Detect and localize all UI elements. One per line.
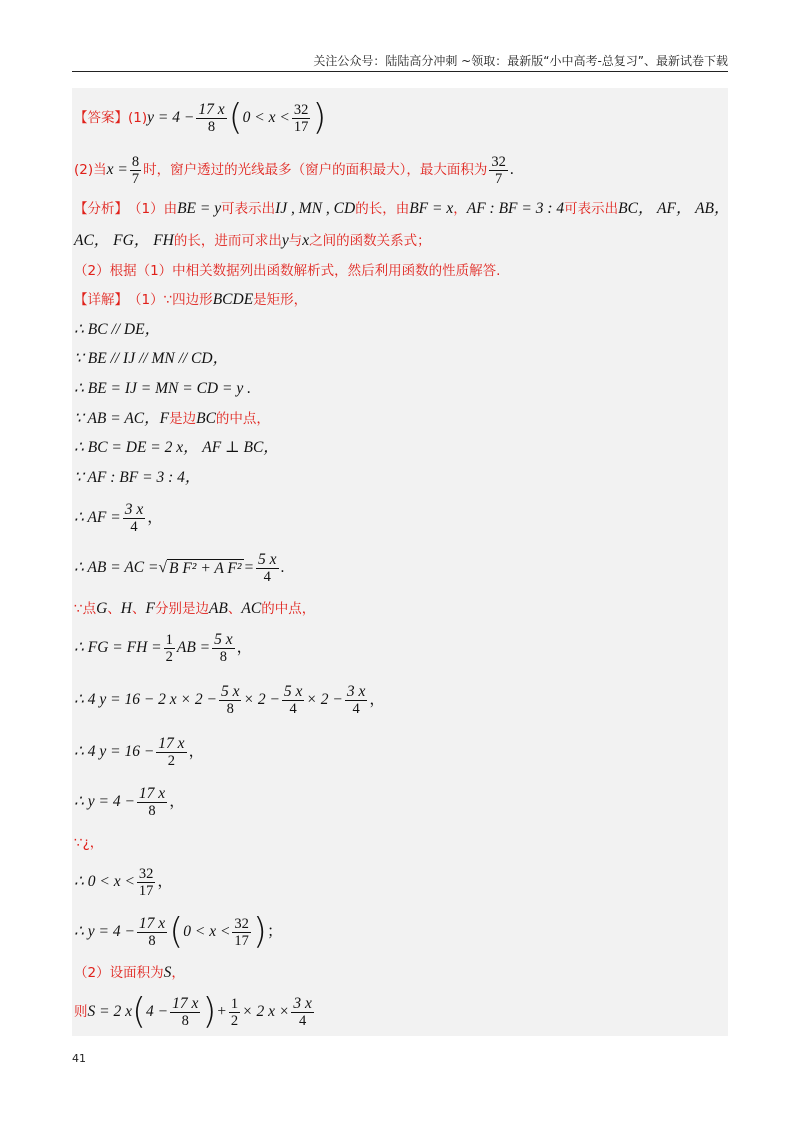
detail-line-3: ∵ BE // IJ // MN // CD， (74, 350, 229, 367)
detail-line-4: ∴ BE = IJ = MN = CD = y . (74, 380, 251, 397)
page-header: 关注公众号：陆陆高分冲刺 ~领取：最新版“小中高考-总复习”、最新试卷下载 (313, 54, 728, 68)
fraction: $\frac{17 x}{8}$ (138, 914, 166, 949)
answer-p2-prefix: (2)当 (74, 162, 107, 178)
answer-p2-text: 时，窗户透过的光线最多（窗户的面积最大），最大面积为 (143, 162, 488, 178)
detail-line-1: 【详解】 （1）∵四边形 BCDE 是矩形， (74, 291, 308, 308)
answer-p1-expr: y = 4 − (147, 109, 195, 126)
answer-p1-prefix: (1) (128, 110, 148, 126)
fraction: $\frac{1}{2}$ (230, 995, 239, 1029)
detail-line-16: ∴ 0 < x < $\frac{32}{17}$ ， (74, 865, 173, 899)
sqrt-sign: √ (158, 559, 167, 576)
detail-line-18: （2）设面积为 S ， (74, 964, 185, 981)
fraction: $\frac{17 x}{8}$ (138, 784, 166, 819)
detail-line-15: ∵¿， (74, 835, 104, 851)
answer-p2-x-fraction: $\frac{8}{7}$ (131, 153, 140, 187)
fraction: $\frac{5 x}{8}$ (214, 630, 233, 665)
right-paren: ) (252, 911, 267, 952)
fraction: $\frac{1}{2}$ (165, 631, 173, 665)
sqrt-radicand: B F² + A F² (168, 559, 242, 577)
detail-line-7: ∵ AF : BF = 3 : 4， (74, 469, 201, 486)
detail-line-8: ∴ AF = $\frac{3 x}{4}$ ， (74, 500, 163, 535)
answer-p2-area-fraction: $\frac{32}{7}$ (491, 153, 506, 187)
right-paren: ) (312, 97, 327, 138)
header-rule (72, 71, 728, 72)
left-paren: ( (228, 97, 243, 138)
left-paren: ( (169, 911, 184, 952)
answer-tag: 【答案】 (74, 110, 128, 126)
fraction: $\frac{5 x}{4}$ (258, 550, 277, 585)
fraction: $\frac{3 x}{4}$ (293, 994, 312, 1029)
fraction: $\frac{32}{17}$ (234, 915, 249, 949)
answer-p1-fraction: $\frac{17 x}{8}$ (198, 100, 225, 135)
detail-line-11: ∴ FG = FH = $\frac{1}{2}$ AB = $\frac{5 x}{8}$ ， (74, 630, 253, 665)
solution-panel (72, 88, 728, 1036)
analysis-line-3: （2）根据（1）中相关数据列出函数解析式，然后利用函数的性质解答. (74, 263, 501, 279)
fraction: $\frac{17 x}{8}$ (172, 994, 199, 1029)
fraction: $\frac{3 x}{4}$ (124, 500, 144, 535)
analysis-line-1: 【分析】 （1）由 BE = y 可表示出 IJ , MN , CD 的长，由 BF = x ， AF : BF = 3 : 4 可表示出 BC， AF， AB， (74, 200, 730, 217)
detail-line-19: 则 S = 2 x ( 4 − $\frac{17 x}{8}$ ) + $\frac{1}{2}$ × 2 x × $\frac{3 x}{4}$ (74, 991, 312, 1032)
fraction: $\frac{17 x}{2}$ (158, 734, 185, 769)
detail-line-17: ∴ y = 4 − $\frac{17 x}{8}$ ( 0 < x < $\frac{32}{17}$ ) ； (74, 911, 283, 952)
answer-p1-range: 0 < x < (242, 109, 290, 126)
fraction: $\frac{5 x}{4}$ (283, 682, 303, 717)
answer-part2: (2)当 x = $\frac{8}{7}$ 时，窗户透过的光线最多（窗户的面积最大），最大面积为 $\frac{32}{7}$ . (74, 153, 514, 187)
fraction: $\frac{32}{17}$ (138, 865, 154, 899)
analysis-line-2: AC， FG， FH 的长，进而可求出 y 与 x 之间的函数关系式； (74, 232, 431, 249)
detail-line-5: ∵ AB = AC， F 是边 BC 的中点， (74, 410, 270, 427)
detail-line-13: ∴ 4 y = 16 − $\frac{17 x}{2}$ ， (74, 734, 205, 769)
detail-line-6: ∴ BC = DE = 2 x， AF ⊥ BC， (74, 439, 279, 456)
detail-line-12: ∴ 4 y = 16 − 2 x × 2 − $\frac{5 x}{8}$ × 2 − $\frac{5 x}{4}$ × 2 − $\frac{3 x}{4}$ ， (74, 682, 385, 717)
detail-line-10: ∵点 G 、 H 、 F 分别是边 AB 、 AC 的中点， (74, 600, 316, 617)
answer-part1 (74, 97, 327, 138)
analysis-tag: 【分析】 (74, 201, 128, 217)
detail-line-14: ∴ y = 4 − $\frac{17 x}{8}$ ， (74, 784, 185, 819)
fraction: $\frac{3 x}{4}$ (346, 682, 366, 717)
left-paren: ( (131, 991, 147, 1032)
page-number: 41 (72, 1052, 86, 1065)
answer-p1-range-fraction: $\frac{32}{17}$ (293, 101, 309, 135)
detail-line-9: ∴ AB = AC = √ B F² + A F² = $\frac{5 x}{4}$ . (74, 550, 285, 585)
detail-line-2: ∴ BC // DE， (74, 321, 161, 338)
right-paren: ) (202, 991, 217, 1032)
fraction: $\frac{5 x}{8}$ (220, 682, 240, 717)
detail-tag: 【详解】 (74, 292, 128, 308)
